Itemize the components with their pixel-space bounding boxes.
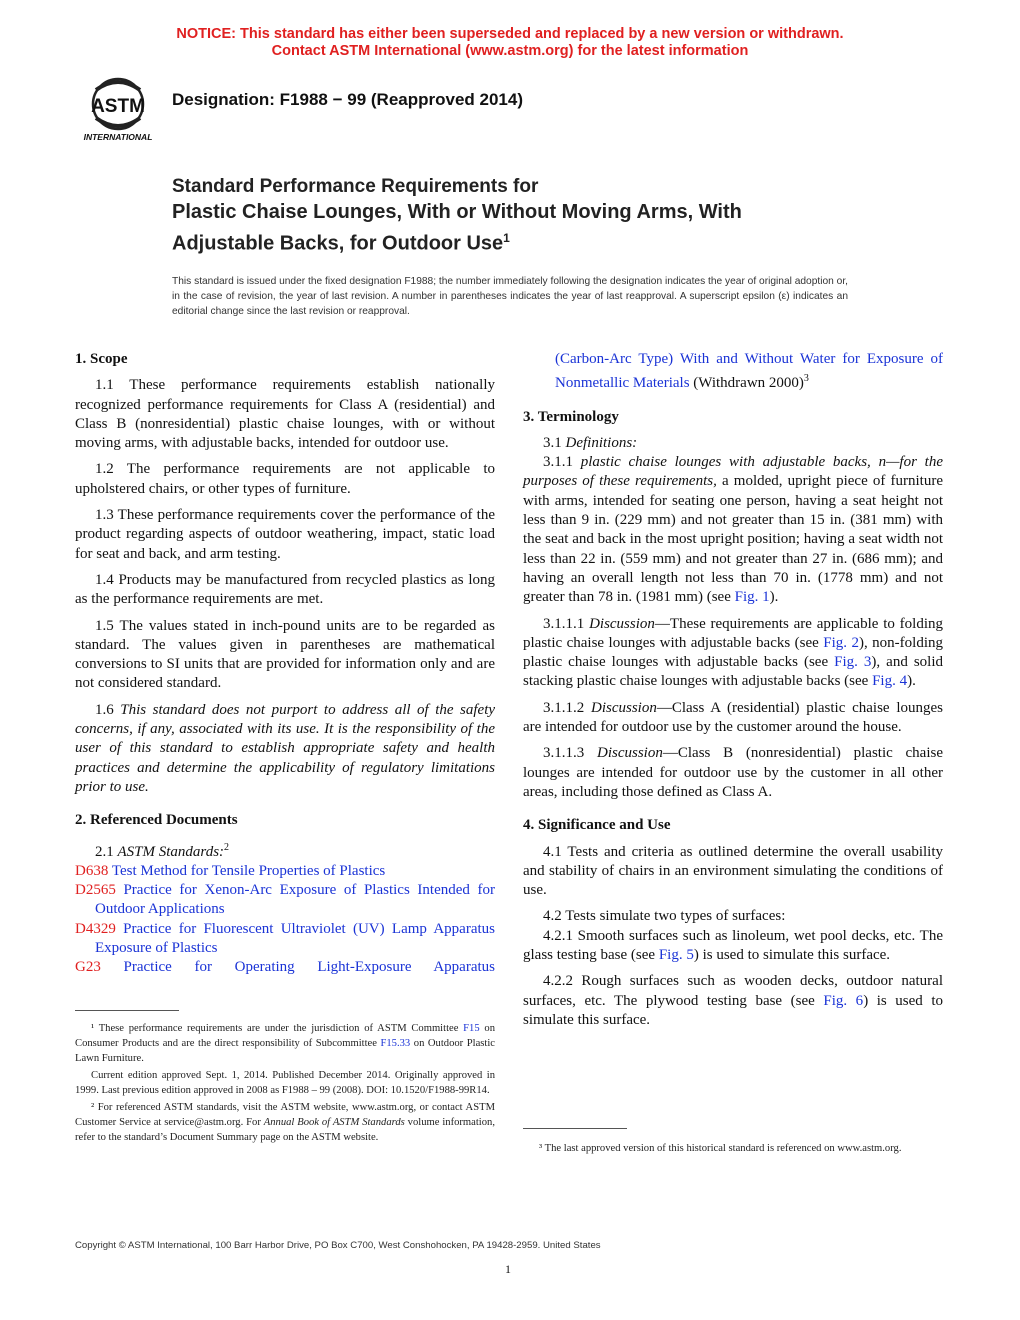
para-4-2: 4.2 Tests simulate two types of surfaces: (543, 908, 786, 925)
section-heading-refdocs: 2. Referenced Documents (75, 812, 238, 829)
footnotes-left (75, 1021, 495, 1147)
notice-banner (0, 26, 1020, 60)
left-column (75, 350, 495, 978)
footnote-rule-right (523, 1128, 627, 1129)
section-heading-terminology: 3. Terminology (523, 408, 619, 425)
para-1-3: 1.3 These performance requirements cover the performance of the product regarding aspects of outdoor weathering, impact, static load for seat and back, and arm testing. (75, 507, 495, 562)
notice-line-2: Contact ASTM International (www.astm.org) for the latest information (271, 43, 749, 59)
link-f15-33[interactable]: F15.33 (380, 1038, 411, 1049)
document-title (172, 175, 932, 257)
link-fig-5[interactable]: Fig. 5 (658, 947, 694, 964)
logo-text: ASTM (91, 96, 145, 117)
link-fig-3[interactable]: Fig. 3 (834, 654, 872, 671)
logo-subtext: INTERNATIONAL (83, 132, 153, 142)
section-heading-scope: 1. Scope (75, 351, 128, 367)
link-fig-4[interactable]: Fig. 4 (872, 673, 908, 690)
para-4-1: 4.1 Tests and criteria as outlined determine the overall usability and stability of chairs in an environment simulating the conditions of use. (523, 843, 943, 899)
para-3-1-1-3: 3.1.1.3 Discussion—Class B (nonresidential) plastic chaise lounges are intended for outdoor use by the customer in all other areas, including those defined as Class A. (523, 745, 944, 800)
para-1-6: 1.6 This standard does not purport to address all of the safety concerns, if any, associated with its use. It is the responsibility of the user of this standard to establish appropriate safety and health practices and determine the applicability of regulatory limitations prior to use. (75, 701, 496, 795)
title-line-3: Adjustable Backs, for Outdoor Use$^1$ (172, 231, 510, 255)
issue-note: This standard is issued under the fixed designation F1988; the number immediately following the designation indicates the year of original adoption or, in the case of revision, the year of last revision. A number in parentheses indicates the year of last reapproval. A superscript epsilon (ε) indicates an editorial change since the last revision or reapproval. (172, 276, 848, 317)
designation: Designation: F1988 − 99 (Reapproved 2014) (172, 90, 523, 109)
title-line-1: Standard Performance Requirements for (172, 176, 539, 197)
ref-g23-link-cont[interactable]: (Carbon-Arc Type) With and Without Water for Exposure of Nonmetallic Materials (555, 351, 943, 392)
notice-line-1: NOTICE: This standard has either been superseded and replaced by a new version or withdrawn. (176, 26, 844, 42)
para-2-1: 2.1 ASTM Standards:$^2$ (95, 841, 230, 860)
page-number: 1 (505, 1262, 511, 1276)
footnote-3: ³ The last approved version of this historical standard is referenced on www.astm.org. (539, 1143, 902, 1154)
para-4-2-1: 4.2.1 Smooth surfaces such as linoleum, wet pool decks, etc. The glass testing base (see Fig. 5) is used to simulate this surface. (523, 927, 943, 964)
para-3-1-1-2: 3.1.1.2 Discussion—Class A (residential) plastic chaise lounges are intended for outdoor use by the customer around the house. (523, 699, 943, 736)
title-line-2: Plastic Chaise Lounges, With or Without Moving Arms, With (172, 201, 742, 223)
footnote-2: ² For referenced ASTM standards, visit the ASTM website, www.astm.org, or contact ASTM Customer Service at service@astm.org. For Annual Book of ASTM Standards volume information, refer to the standard’s Document Summary page on the ASTM website. (75, 1102, 495, 1143)
para-3-1-1: 3.1.1 plastic chaise lounges with adjustable backs, n—for the purposes of these requirements, a molded, upright piece of furniture with arms, intended for seating one person, having a seat height not less than 9 in. (229 mm) and not greater than 15 in. (381 mm) with the seat and back in the most upright position; having a seat width not less than 22 in. (559 mm) and not greater than 27 in. (686 mm); and having an overall length not less than 70 in. (1778 mm) and not greater than 78 in. (1981 mm) (see Fig. 1). (523, 454, 943, 606)
link-fig-1[interactable]: Fig. 1 (734, 589, 770, 606)
title-footnote-mark: 1 (503, 231, 510, 245)
copyright: Copyright © ASTM International, 100 Barr Harbor Drive, PO Box C700, West Conshohocken, PA 19428-2959. United States (75, 1240, 601, 1251)
footnote-1-edition: Current edition approved Sept. 1, 2014. Published December 2014. Originally approved in 1999. Last previous edition approved in 2008 as F1988 – 99 (2008). DOI: 10.1520/F1988-99R14. (75, 1070, 495, 1096)
right-column (523, 350, 943, 1037)
footnote-rule-left (75, 1010, 179, 1011)
section-heading-significance: 4. Significance and Use (523, 817, 671, 834)
footnote-1: ¹ These performance requirements are under the jurisdiction of ASTM Committee F15 on Consumer Products and are the direct responsibility of Subcommittee F15.33 on Outdoor Plastic Lawn Furniture. (75, 1023, 495, 1064)
para-1-2: 1.2 The performance requirements are not applicable to upholstered chairs, or other types of furniture. (75, 461, 495, 497)
para-3-1: 3.1 Definitions: (543, 434, 638, 451)
link-fig-6[interactable]: Fig. 6 (823, 992, 864, 1009)
para-3-1-1-1: 3.1.1.1 Discussion—These requirements are applicable to folding plastic chaise lounges with adjustable backs (see Fig. 2), non-folding plastic chaise lounges with adjustable backs (see Fig. 3), and solid stacking plastic chaise lounges with adjustable backs (see Fig. 4). (523, 615, 944, 690)
para-1-5: 1.5 The values stated in inch-pound units are to be regarded as standard. The values given in parentheses are mathematical conversions to SI units that are provided for information only and are not considered standard. (75, 617, 495, 692)
ref-d638[interactable]: D638 Test Method for Tensile Properties of Plastics (75, 862, 386, 879)
ref-g23-continued: (Carbon-Arc Type) With and Without Water for Exposure of Nonmetallic Materials (Withdrawn 2000)$^3$ (555, 351, 943, 392)
ref-g23[interactable]: G23 Practice for Operating Light-Exposure Apparatus (75, 959, 495, 976)
link-fig-2[interactable]: Fig. 2 (823, 634, 859, 651)
footnotes-right (523, 1141, 943, 1158)
ref-d4329[interactable]: D4329 Practice for Fluorescent Ultraviolet (UV) Lamp Apparatus Exposure of Plastics (75, 920, 495, 957)
para-1-4: 1.4 Products may be manufactured from recycled plastics as long as the performance requirements are met. (75, 571, 495, 608)
link-f15[interactable]: F15 (463, 1023, 480, 1034)
para-4-2-2: 4.2.2 Rough surfaces such as wooden decks, outdoor natural surfaces, etc. The plywood testing base (see Fig. 6) is used to simulate this surface. (523, 973, 944, 1028)
astm-logo (78, 76, 158, 144)
ref-d2565[interactable]: D2565 Practice for Xenon-Arc Exposure of Plastics Intended for Outdoor Applications (75, 882, 496, 918)
para-1-1: 1.1 These performance requirements establish nationally recognized performance requirements for Class A (residential) and Class B (nonresidential) plastic chaise lounges, with or without moving arms, with adjustable backs, intended for outdoor use. (75, 377, 495, 452)
